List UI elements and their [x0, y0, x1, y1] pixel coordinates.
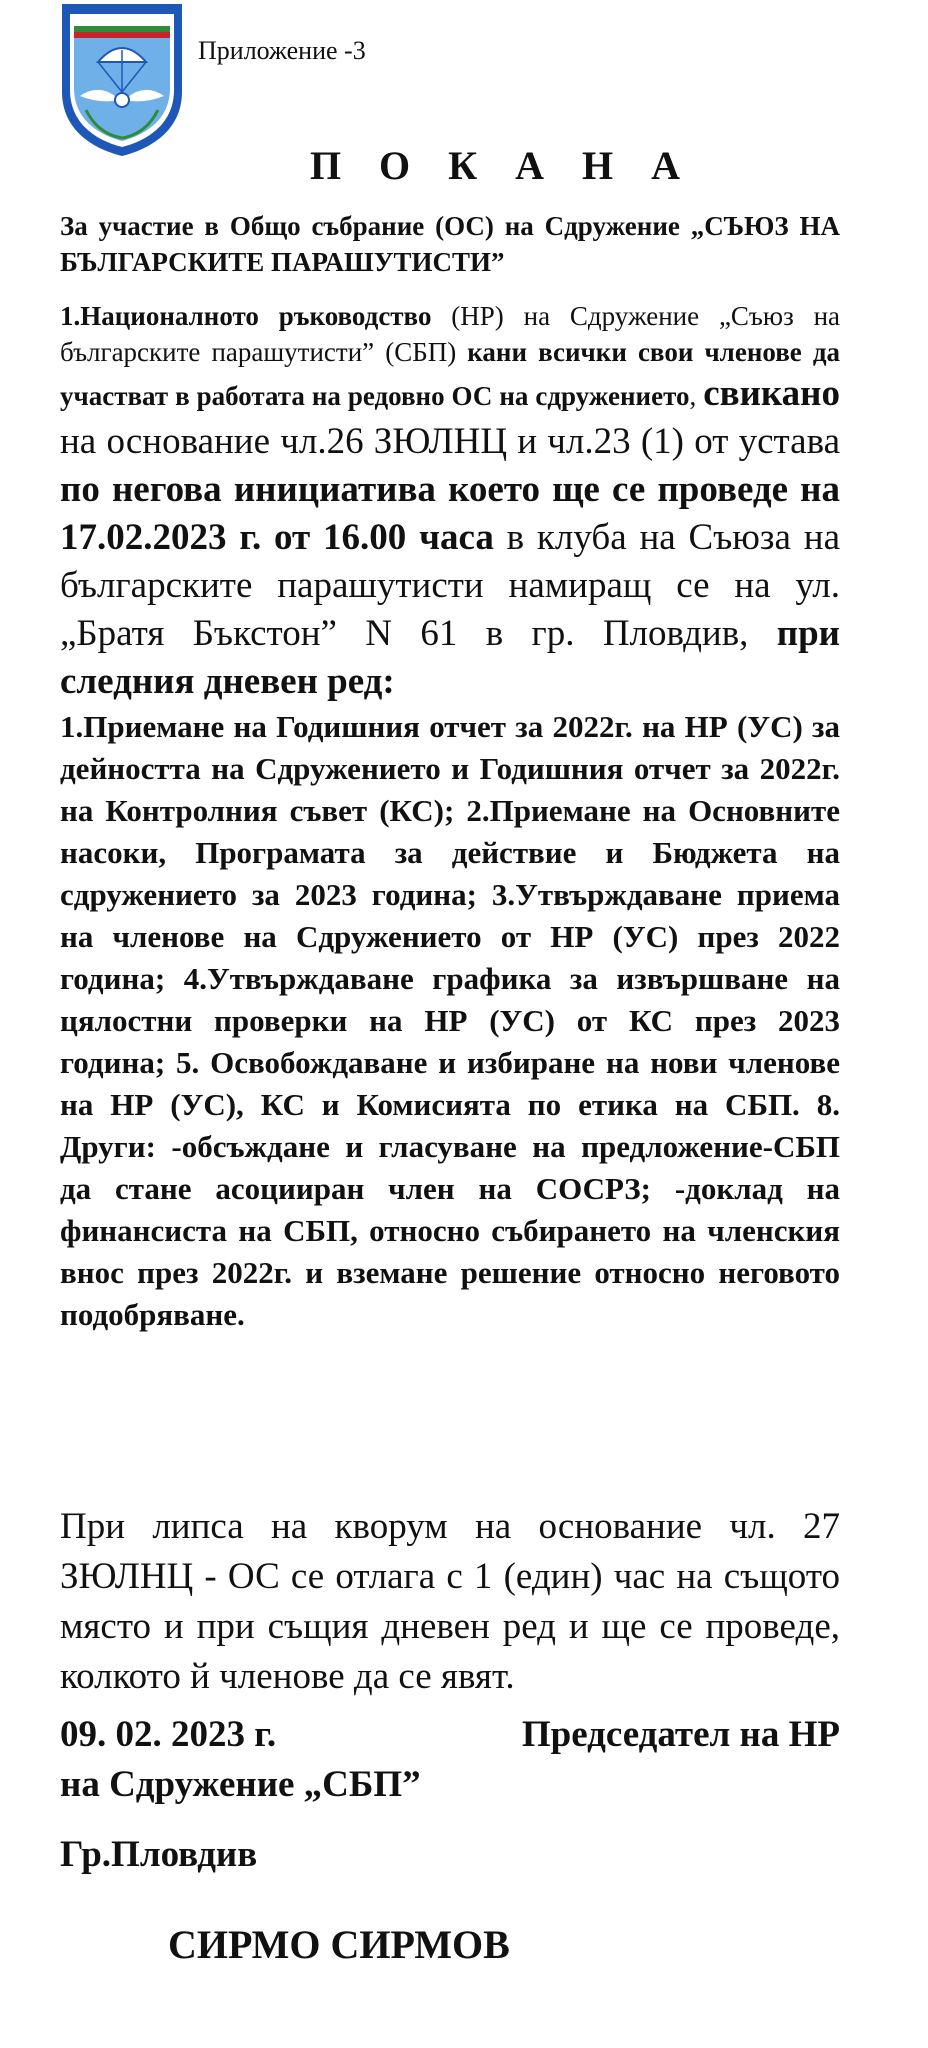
body-text-comma: ,	[689, 381, 704, 411]
document-city: Гр.Пловдив	[60, 1834, 258, 1875]
body-text-venue: в клуба на Съюза на българските парашутисти намиращ се на ул. „Братя Бъкстон” N 61 в гр. Пловдив,	[60, 517, 841, 654]
appendix-label: Приложение -3	[198, 36, 366, 65]
invitation-body	[60, 298, 840, 1336]
signer-name: СИРМО СИРМОВ	[168, 1922, 510, 1967]
body-text-invites: кани всички свои членове да участват в работата на редовно ОС на сдружението	[60, 337, 840, 411]
document-title: П О К А Н А	[309, 143, 695, 188]
quorum-paragraph: При липса на кворум на основание чл. 27 ЗЮЛНЦ - ОС се отлага с 1 (един) час на същото място и при същия дневен ред и ще се проведе, колкото й членове да се явят.	[60, 1506, 840, 1697]
body-text-association: (НР) на Сдружение „Съюз на българските парашутисти” (СБП)	[60, 301, 841, 367]
document-subtitle: За участие в Общо събрание (ОС) на Сдружение „СЪЮЗ НА БЪЛГАРСКИТЕ ПАРАШУТИСТИ”	[60, 211, 840, 277]
signature-row	[60, 1710, 840, 1760]
body-leading-entity: 1.Националното ръководство	[60, 301, 432, 331]
chairman-organization: на Сдружение „СБП”	[60, 1764, 421, 1805]
body-text-convened: свикано	[703, 373, 841, 414]
agenda-list: 1.Приемане на Годишния отчет за 2022г. на НР (УС) за дейността на Сдружението и Годишния отчет за 2022г. на Контролния съвет (КС); 2.Приемане на Основните насоки, Програмата за действие и Бюджета на сдружението за 2023 година; 3.Утвърждаване приема на членове на Сдружението от НР (УС) през 2022 година; 4.Утвърждаване графика за извършване на цялостни проверки на НР (УС) от КС през 2023 година; 5. Освобождаване и избиране на нови членове на НР (УС), КС и Комисията по етика на СБП. 8. Други: -обсъждане и гласуване на предложение-СБП да стане асоцииран член на СОСРЗ; -доклад на финансиста на СБП, относно събирането на членския внос през 2022г. и вземане решение относно неговото подобряване.	[60, 709, 840, 1332]
chairman-role: Председател на НР	[521, 1714, 840, 1755]
body-text-date-time: по негова инициатива което ще се проведе на 17.02.2023 г. от 16.00 часа	[60, 469, 840, 558]
parachutist-union-emblem-icon	[58, 0, 186, 158]
body-text-agenda-intro: при следния дневен ред:	[60, 613, 840, 702]
body-text-legal-basis: на основание чл.26 ЗЮЛНЦ и чл.23 (1) от устава	[60, 421, 840, 462]
document-date: 09. 02. 2023 г.	[60, 1714, 277, 1755]
